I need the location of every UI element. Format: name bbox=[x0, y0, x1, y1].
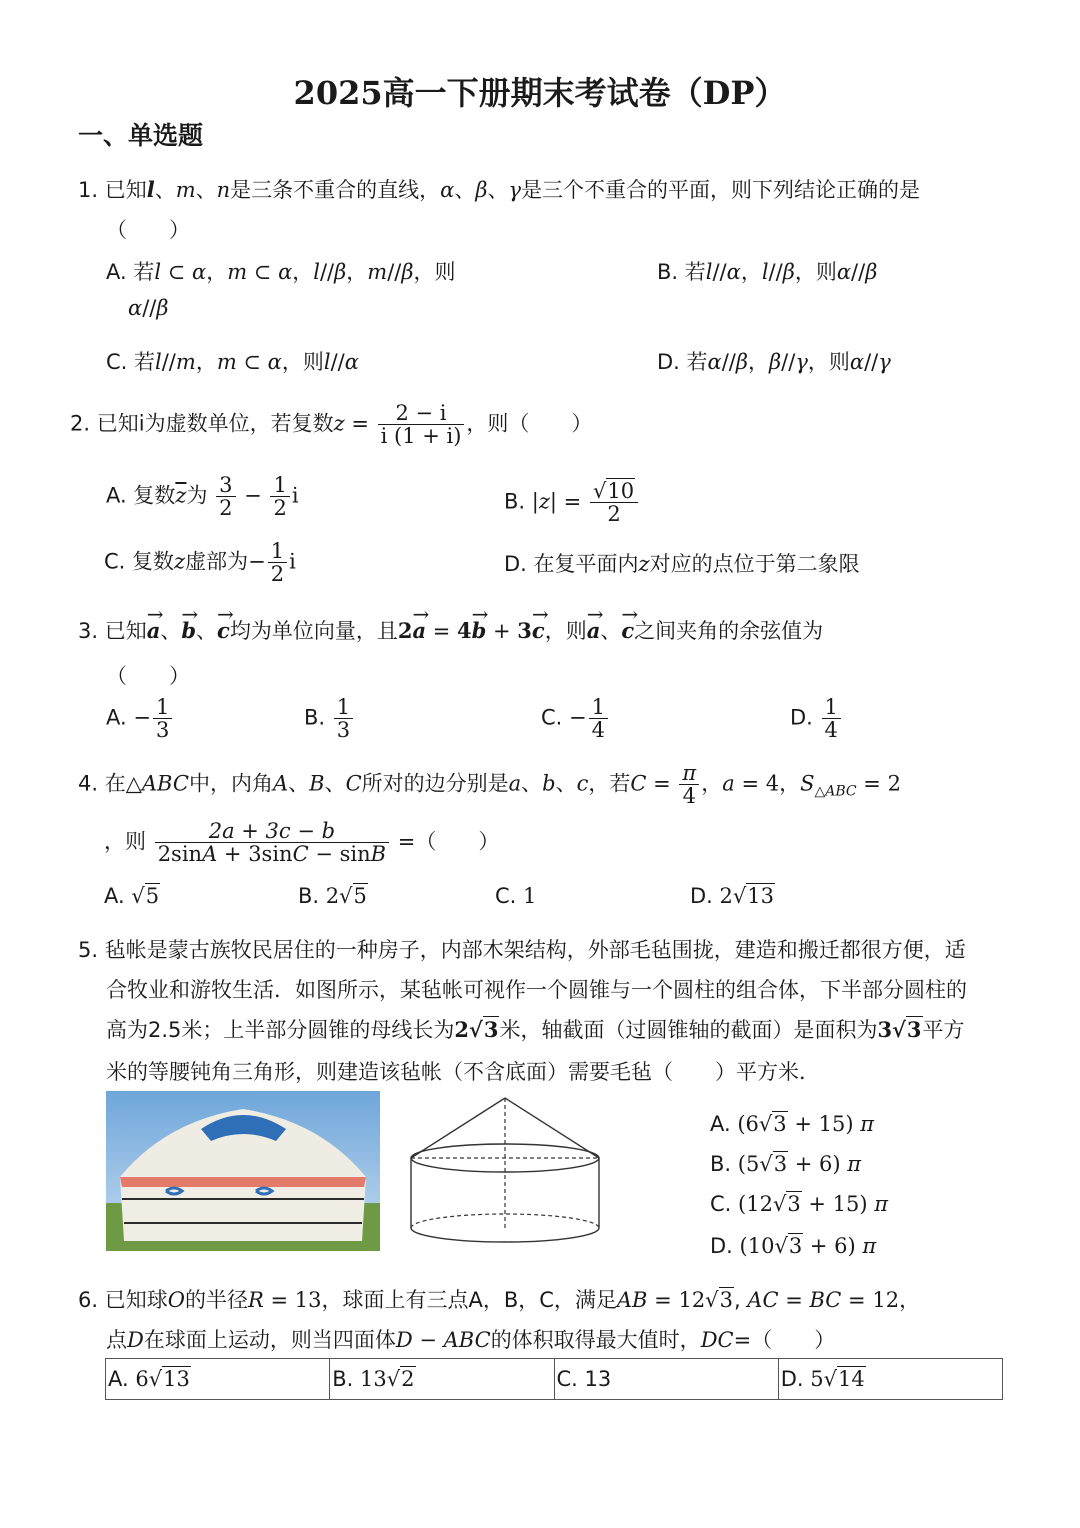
question-1-stem: 1. 已知l、m、n是三条不重合的直线，α、β、γ是三个不重合的平面，则下列结论正确的是 bbox=[78, 177, 921, 202]
question-6-option-d[interactable]: D. 5√14 bbox=[778, 1359, 1002, 1400]
question-1-option-c[interactable]: C. 若l//m，m ⊂ α，则l//α bbox=[106, 350, 359, 374]
question-4-stem: 4. 在△ABC中，内角A、B、C所对的边分别是a、b、c，若C = $\frac{\pi}{4}$ ，a = 4，$S_{\triangle ABC} = 2$ bbox=[78, 761, 901, 809]
question-6-options-table bbox=[105, 1358, 1003, 1400]
question-5-option-d[interactable]: D. (10√3 + 6) π bbox=[710, 1234, 877, 1258]
question-5-line-2: 合牧业和游牧生活．如图所示，某毡帐可视作一个圆锥与一个圆柱的组合体，下半部分圆柱的 bbox=[106, 978, 967, 1002]
question-2-option-b[interactable]: B. |z| = $\frac{√10}{2}$ bbox=[504, 480, 640, 525]
cone-cylinder-diagram bbox=[405, 1092, 605, 1252]
question-1-option-b[interactable]: B. 若l//α，l//β，则α//β bbox=[657, 260, 878, 284]
question-5-option-c[interactable]: C. (12√3 + 15) π bbox=[710, 1192, 889, 1216]
question-2-option-c[interactable]: C. 复数z虚部为− $\frac{1}{2}$ i bbox=[104, 539, 296, 587]
question-1-option-d[interactable]: D. 若α//β，β//γ，则α//γ bbox=[657, 350, 891, 374]
question-3-option-a[interactable]: A. − $\frac{1}{3}$ bbox=[106, 696, 174, 741]
yurt-photo bbox=[106, 1091, 380, 1251]
question-2-option-d[interactable]: D. 在复平面内z对应的点位于第二象限 bbox=[504, 552, 860, 576]
question-3-stem: 3. 已知→ a、→ b、→ c均为单位向量，且2→ a = 4→ b + 3→ c，则→ a、→ c之间夹角的余弦值为 bbox=[78, 608, 823, 645]
question-6-line-1: 6. 已知球O的半径R = 13，球面上有三点A，B，C，满足AB = 12√3, AC = BC = 12， bbox=[78, 1288, 921, 1312]
question-5-option-a[interactable]: A. (6√3 + 15) π bbox=[710, 1112, 875, 1136]
question-4-option-a[interactable]: A. √5 bbox=[104, 884, 160, 908]
page-title: 2025高一下册期末考试卷（DP） bbox=[293, 74, 787, 112]
question-6-line-2: 点D在球面上运动，则当四面体D − ABC的体积取得最大值时，DC=（ ） bbox=[106, 1328, 836, 1352]
question-3-paren: （ ） bbox=[106, 664, 190, 688]
question-6-option-a[interactable]: A. 6√13 bbox=[106, 1359, 330, 1400]
question-4-option-c[interactable]: C. 1 bbox=[495, 884, 537, 908]
question-6-option-b[interactable]: B. 13√2 bbox=[330, 1359, 554, 1400]
question-4-option-d[interactable]: D. 2√13 bbox=[690, 884, 775, 908]
section-heading: 一、单选题 bbox=[78, 121, 204, 150]
question-5-line-1: 5. 毡帐是蒙古族牧民居住的一种房子，内部木架结构，外部毛毡围拢，建造和搬迁都很方便，适 bbox=[78, 938, 966, 962]
question-3-option-d[interactable]: D. $\frac{1}{4}$ bbox=[790, 696, 843, 741]
question-4-expression: ，则 $\frac{2a + 3c - b}{2\sin A + 3\sin C - \sin B}$ =（ ） bbox=[104, 819, 500, 867]
question-6-option-c[interactable]: C. 13 bbox=[554, 1359, 778, 1400]
question-2-option-a[interactable]: A. 复数$\overline{z}$为 $\frac{3}{2}$ − $\frac{1}{2}$ i bbox=[106, 473, 299, 521]
question-1-option-a[interactable]: A. 若l ⊂ α，m ⊂ α，l//β，m//β，则 bbox=[106, 260, 456, 284]
question-5-line-4: 米的等腰钝角三角形，则建造该毡帐（不含底面）需要毛毡（ ）平方米． bbox=[106, 1060, 820, 1084]
question-1-paren: （ ） bbox=[106, 218, 190, 242]
question-3-option-b[interactable]: B. $\frac{1}{3}$ bbox=[304, 696, 355, 741]
question-2-stem: 2. 已知i为虚数单位，若复数z = $\frac{2 - i}{i (1 + i)}$ ，则（ ） bbox=[70, 401, 593, 449]
question-4-option-b[interactable]: B. 2√5 bbox=[298, 884, 367, 908]
question-1-option-a-cont: α//β bbox=[128, 296, 169, 320]
question-3-option-c[interactable]: C. − $\frac{1}{4}$ bbox=[541, 696, 610, 741]
question-5-line-3: 高为2.5米；上半部分圆锥的母线长为2√3米，轴截面（过圆锥轴的截面）是面积为3√3平方 bbox=[106, 1017, 965, 1042]
question-5-option-b[interactable]: B. (5√3 + 6) π bbox=[710, 1152, 862, 1176]
